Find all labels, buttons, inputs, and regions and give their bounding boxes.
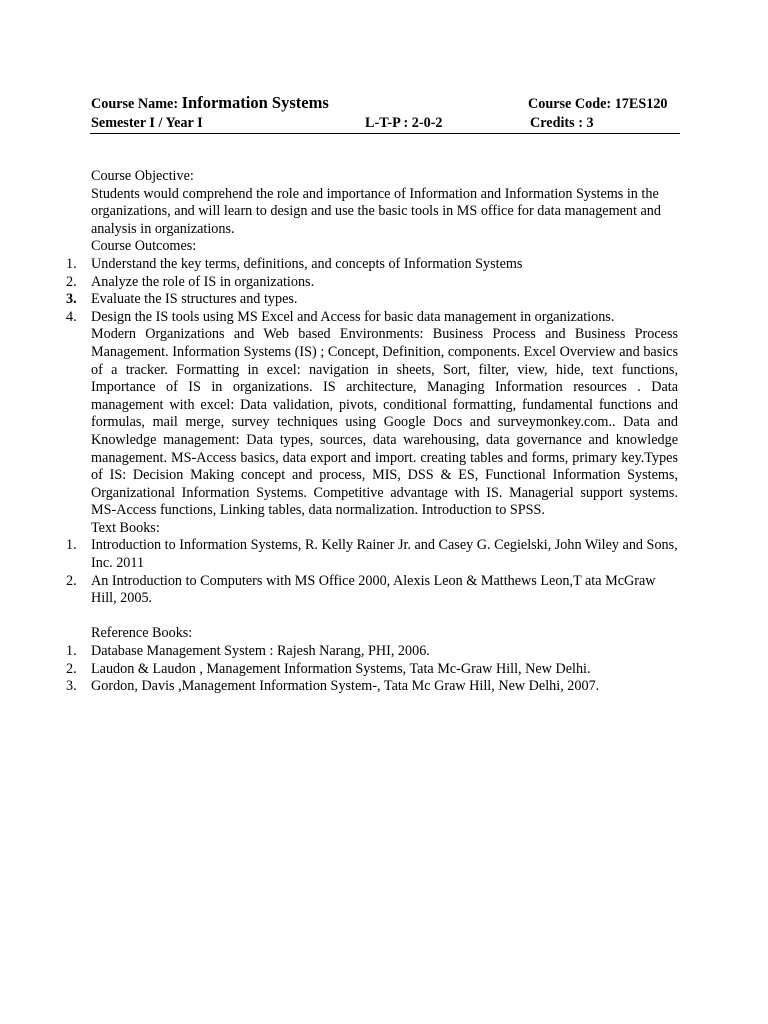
outcomes-heading: Course Outcomes:: [91, 238, 197, 255]
list-item: 3. Gordon, Davis ,Management Information System-, Tata Mc Graw Hill, New Delhi, 2007.: [66, 678, 600, 695]
list-item: 1. Introduction to Information Systems, R. Kelly Rainer Jr. and Casey G. Cegielski, John Wiley and Sons, Inc. 2011: [66, 537, 678, 572]
course-name-label: Course Name:: [91, 96, 179, 112]
course-code-line: [528, 96, 668, 114]
course-code: 17ES120: [614, 96, 668, 112]
text-books-list: [66, 537, 678, 607]
objective-heading: Course Objective:: [91, 168, 194, 184]
course-code-label: Course Code:: [528, 96, 612, 112]
ltp-line: [365, 115, 443, 133]
list-item: 2. Analyze the role of IS in organizations.: [66, 273, 315, 290]
syllabus-text: Modern Organizations and Web based Environments: Business Process and Business Process Management. Information Systems (IS) ; Concept, Definition, components. Excel Overview and basics of a tracker. Formatting in excel: navigation in sheets, Sort, filter, view, hide, text functions, Importance of IS in organizations. IS architecture, Managing Information resources . Data management with excel: Data validation, pivots, conditional formatting, fundamental functions and formulas, mail merge, survey techniques using Google Docs and surveymonkey.com.. Data and Knowledge management: Data types, sources, data warehousing, data governance and knowledge management. MS-Access basics, data export and import. creating tables and forms, primary key.Types of IS: Decision Making concept and process, MIS, DSS & ES, Functional Information Systems, Organizational Information Systems. Competitive advantage with IS. Managerial support systems. MS-Access functions, Linking tables, data normalization. Introduction to SPSS.: [91, 326, 678, 519]
credits-value: 3: [586, 115, 594, 131]
list-item: 1. Database Management System : Rajesh Narang, PHI, 2006.: [66, 643, 430, 660]
semester: Semester I / Year I: [91, 115, 203, 131]
course-name-line: [91, 94, 329, 114]
reference-books-list: [66, 643, 678, 696]
credits-label: Credits :: [530, 115, 583, 131]
course-name: Information Systems: [181, 93, 329, 112]
list-item: 2. An Introduction to Computers with MS Office 2000, Alexis Leon & Matthews Leon,T ata McGraw Hill, 2005.: [66, 572, 656, 607]
spacer: [91, 608, 678, 626]
ltp-value: 2-0-2: [411, 115, 443, 131]
list-item: 1. Understand the key terms, definitions, and concepts of Information Systems: [66, 255, 523, 272]
credits-line: [530, 115, 594, 133]
outcomes-list: [66, 255, 678, 326]
ltp-label: L-T-P :: [365, 115, 409, 131]
list-item: 3. Evaluate the IS structures and types.: [66, 291, 298, 308]
course-content: [66, 168, 678, 696]
text-books-heading: Text Books:: [91, 519, 160, 536]
list-item: 2. Laudon & Laudon , Management Information Systems, Tata Mc-Graw Hill, New Delhi.: [66, 660, 591, 677]
header-divider: [90, 133, 680, 134]
reference-books-heading: Reference Books:: [91, 625, 193, 642]
objective-text: Students would comprehend the role and importance of Information and Information Systems in the organizations, and will learn to design and use the basic tools in MS office for data management and analysis in organizations.: [91, 185, 661, 237]
list-item: 4. Design the IS tools using MS Excel and Access for basic data management in organizations.: [66, 308, 615, 325]
